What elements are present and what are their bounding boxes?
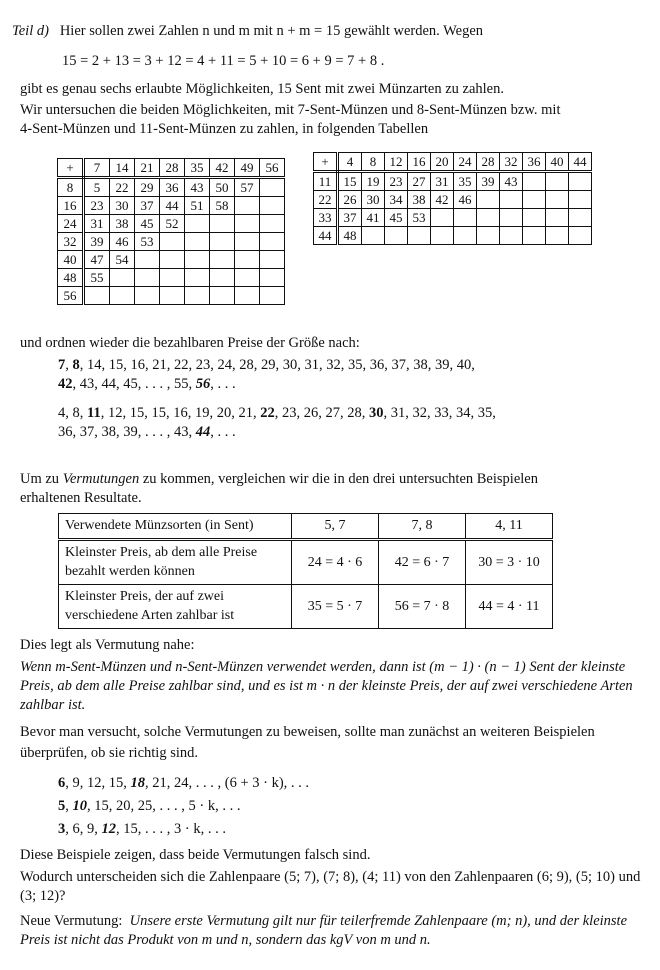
grid-cell: 51 — [185, 197, 210, 215]
grid-cell — [210, 251, 235, 269]
grid-cell — [260, 233, 285, 251]
ex-text: , 21, 24, . . . , (6 + 3 · k), . . . — [145, 775, 310, 791]
both-false: Diese Beispiele zeigen, dass beide Vermutungen falsch sind. — [20, 847, 371, 863]
grid-cell — [500, 227, 523, 245]
grid-cell: 45 — [385, 209, 408, 227]
grid-cell — [500, 191, 523, 209]
conjecture-intro-1 — [20, 470, 538, 489]
example-5-10 — [58, 797, 240, 816]
list2-sep: , — [79, 405, 87, 421]
grid-col-header: 35 — [185, 159, 210, 178]
grid-cell — [260, 269, 285, 287]
grid-col-header: 36 — [523, 153, 546, 172]
list1-bold: 7 — [58, 357, 66, 373]
list2-bold-italic: 44 — [195, 424, 211, 441]
grid-cell — [110, 287, 135, 305]
results-cell: 56 = 7 · 8 — [379, 585, 466, 629]
ex-bold-italic: 12 — [101, 821, 116, 837]
price-list-7-8: 7, 8, 14, 15, 16, 21, 22, 23, 24, 28, 29, 30, 31, 32, 35, 36, 37, 38, 39, 40, 42, 43, 44, 45, . . . , 55, 56, . . . — [58, 357, 475, 393]
list1-text: , 43, 44, 45, . . . , 55, — [72, 376, 193, 393]
ex-text: , 6, 9, — [65, 821, 102, 837]
grid-row-header: 32 — [58, 233, 84, 251]
grid-cell: 39 — [84, 233, 110, 251]
investigate-line-2: 4-Sent-Münzen und 11-Sent-Münzen zu zahlen, in folgenden Tabellen — [20, 121, 429, 137]
list2-text: 36, 37, 38, 39, . . . , 43, — [58, 424, 196, 441]
grid-cell: 23 — [385, 172, 408, 191]
grid-cell — [408, 227, 431, 245]
grid-cell — [477, 191, 500, 209]
intro-line — [12, 22, 483, 41]
grid-cell — [569, 191, 592, 209]
grid-cell: 15 — [338, 172, 362, 191]
results-header-cell: 5, 7 — [292, 514, 379, 540]
suggests-line: Dies legt als Vermutung nahe: — [20, 637, 195, 653]
grid-cell — [546, 227, 569, 245]
grid-cell — [454, 209, 477, 227]
grid-row — [58, 197, 285, 215]
grid-row-header: 8 — [58, 178, 84, 197]
grid-cell — [110, 269, 135, 287]
results-header-cell: 7, 8 — [379, 514, 466, 540]
grid-col-header: 49 — [235, 159, 260, 178]
grid-cell — [210, 269, 235, 287]
conjecture-intro-2: erhaltenen Resultate. — [20, 490, 142, 506]
grid-row — [58, 233, 285, 251]
grid-cell — [210, 233, 235, 251]
results-row — [59, 540, 553, 585]
grid-cell: 38 — [110, 215, 135, 233]
grid-row-header: 24 — [58, 215, 84, 233]
grid-cell: 54 — [110, 251, 135, 269]
before-prove: Bevor man versucht, solche Vermutungen zu beweisen, sollte man zunächst an weiteren Beispielen überprüfen, ob sie richtig sind. — [20, 724, 595, 762]
grid-cell: 35 — [454, 172, 477, 191]
grid-cell — [160, 287, 185, 305]
ex-bold-italic: 18 — [130, 775, 145, 791]
decomposition-equation: 15 = 2 + 13 = 3 + 12 = 4 + 11 = 5 + 10 = 6 + 9 = 7 + 8 . — [62, 53, 385, 69]
six-possibilities: gibt es genau sechs erlaubte Möglichkeiten, 15 Sent mit zwei Münzarten zu zahlen. — [20, 81, 504, 97]
grid-cell — [185, 269, 210, 287]
grid-row — [58, 251, 285, 269]
grid-cell — [454, 227, 477, 245]
grid-col-header: 28 — [477, 153, 500, 172]
sum-table-7-8 — [57, 158, 285, 305]
grid-cell — [546, 191, 569, 209]
list2-text: , . . . — [210, 424, 236, 441]
grid-cell — [500, 209, 523, 227]
grid-col-header: 20 — [431, 153, 454, 172]
grid-cell — [260, 215, 285, 233]
grid-col-header: 21 — [135, 159, 160, 178]
grid-col-header: 12 — [385, 153, 408, 172]
grid-cell: 53 — [408, 209, 431, 227]
grid-cell — [431, 227, 454, 245]
grid-cell: 58 — [210, 197, 235, 215]
grid-col-header: 40 — [546, 153, 569, 172]
new-conjecture-label: Neue Vermutung: — [20, 913, 123, 929]
ex-bold-italic: 10 — [72, 798, 87, 814]
grid-cell: 27 — [408, 172, 431, 191]
list1-bold: 42 — [58, 376, 73, 393]
grid-cell — [185, 287, 210, 305]
grid-cell: 19 — [362, 172, 385, 191]
grid-cell — [235, 251, 260, 269]
grid-cell — [523, 191, 546, 209]
grid-cell — [235, 269, 260, 287]
list1-bold-italic: 56 — [195, 376, 211, 393]
grid-cell — [160, 269, 185, 287]
grid-cell — [362, 227, 385, 245]
grid-col-header: 16 — [408, 153, 431, 172]
grid-row-header: 40 — [58, 251, 84, 269]
grid-cell: 55 — [84, 269, 110, 287]
grid-cell — [523, 227, 546, 245]
list2-bold: 30 — [368, 405, 384, 421]
grid-cell: 22 — [110, 178, 135, 197]
grid-cell: 38 — [408, 191, 431, 209]
grid-cell — [235, 215, 260, 233]
grid-cell — [260, 251, 285, 269]
grid-row-header: 16 — [58, 197, 84, 215]
grid-row — [314, 172, 592, 191]
grid-cell: 23 — [84, 197, 110, 215]
grid-corner: + — [314, 153, 338, 172]
results-header-row — [59, 514, 553, 540]
grid-cell — [546, 209, 569, 227]
grid-row — [58, 178, 285, 197]
grid-cell — [431, 209, 454, 227]
grid-cell: 43 — [185, 178, 210, 197]
grid-cell — [385, 227, 408, 245]
ex-bold: 3 — [58, 821, 66, 837]
list2-text: , 23, 26, 27, 28, — [274, 405, 369, 421]
results-cell: 44 = 4 · 11 — [466, 585, 553, 629]
grid-cell: 31 — [84, 215, 110, 233]
grid-cell: 41 — [362, 209, 385, 227]
grid-col-header: 14 — [110, 159, 135, 178]
grid-col-header: 44 — [569, 153, 592, 172]
results-cell: 42 = 6 · 7 — [379, 540, 466, 585]
grid-cell: 57 — [235, 178, 260, 197]
grid-cell: 46 — [454, 191, 477, 209]
list2-bold: 11 — [87, 405, 101, 421]
ex-text: , 15, 20, 25, . . . , 5 · k, . . . — [87, 798, 241, 814]
grid-cell — [569, 209, 592, 227]
grid-cell: 43 — [500, 172, 523, 191]
intro-text: Hier sollen zwei Zahlen n und m mit n + m = 15 gewählt werden. Wegen — [59, 23, 484, 39]
grid-row — [314, 227, 592, 245]
grid-cell: 50 — [210, 178, 235, 197]
grid-cell — [569, 172, 592, 191]
ex-text: , 9, 12, 15, — [65, 775, 131, 791]
grid-cell: 37 — [135, 197, 160, 215]
grid-cell — [523, 209, 546, 227]
grid-cell — [260, 197, 285, 215]
grid-cell: 37 — [338, 209, 362, 227]
new-conjecture — [20, 912, 642, 950]
grid-cell: 34 — [385, 191, 408, 209]
grid-cell — [185, 251, 210, 269]
results-header-cell: 4, 11 — [466, 514, 553, 540]
new-conjecture-text: Unsere erste Vermutung gilt nur für teilerfremde Zahlenpaare (m; n), und der kleinste Preis ist nicht das Produkt von m und n, sondern das kgV von m und n. — [20, 913, 628, 949]
grid-cell: 47 — [84, 251, 110, 269]
grid-cell — [135, 251, 160, 269]
grid-cell: 5 — [84, 178, 110, 197]
grid-row — [58, 269, 285, 287]
grid-cell — [235, 197, 260, 215]
results-row-label: Kleinster Preis, der auf zwei verschiedene Arten zahlbar ist — [59, 585, 292, 629]
grid-col-header: 4 — [338, 153, 362, 172]
results-cell: 24 = 4 · 6 — [292, 540, 379, 585]
grid-header-row — [314, 153, 592, 172]
grid-col-header: 7 — [84, 159, 110, 178]
grid-cell: 31 — [431, 172, 454, 191]
grid-cell: 26 — [338, 191, 362, 209]
question: Wodurch unterscheiden sich die Zahlenpaare (5; 7), (7; 8), (4; 11) von den Zahlenpaaren (6; 9), (5; 10) und (3; 12)? — [20, 869, 641, 905]
grid-cell — [477, 227, 500, 245]
grid-cell — [160, 251, 185, 269]
grid-cell — [210, 215, 235, 233]
list2-text: 4 — [58, 405, 66, 421]
grid-cell — [135, 287, 160, 305]
grid-cell: 52 — [160, 215, 185, 233]
results-table — [58, 513, 553, 629]
grid-col-header: 8 — [362, 153, 385, 172]
list2-sep: , — [65, 405, 73, 421]
grid-row-header: 48 — [58, 269, 84, 287]
grid-cell — [477, 209, 500, 227]
results-row — [59, 585, 553, 629]
grid-cell — [210, 287, 235, 305]
grid-cell — [185, 215, 210, 233]
ex-bold: 5 — [58, 798, 66, 814]
grid-cell — [84, 287, 110, 305]
grid-cell — [185, 233, 210, 251]
investigate-line-1: Wir untersuchen die beiden Möglichkeiten, mit 7-Sent-Münzen und 8-Sent-Münzen bzw. mit — [20, 102, 561, 118]
grid-row — [314, 209, 592, 227]
list1-text: , . . . — [210, 376, 236, 393]
list2-text: , 12, 15, 15, 16, 19, 20, 21, — [100, 405, 261, 421]
grid-col-header: 42 — [210, 159, 235, 178]
grid-cell: 29 — [135, 178, 160, 197]
order-intro: und ordnen wieder die bezahlbaren Preise der Größe nach: — [20, 335, 360, 351]
part-label: Teil d) — [12, 23, 49, 39]
ex-sep: , — [65, 798, 73, 814]
grid-row-header: 44 — [314, 227, 338, 245]
grid-cell: 30 — [110, 197, 135, 215]
results-header-cell: Verwendete Münzsorten (in Sent) — [59, 514, 292, 540]
sum-table-4-11 — [313, 152, 592, 245]
grid-cell: 45 — [135, 215, 160, 233]
grid-cell: 48 — [338, 227, 362, 245]
grid-row — [58, 215, 285, 233]
grid-cell — [260, 287, 285, 305]
grid-cell — [235, 287, 260, 305]
grid-cell — [523, 172, 546, 191]
conj-intro-post: zu kommen, vergleichen wir die in den drei untersuchten Beispielen — [139, 471, 538, 487]
grid-cell — [260, 178, 285, 197]
price-list-4-11 — [58, 404, 496, 442]
list2-text: 8 — [72, 405, 80, 421]
ex-bold: 6 — [58, 775, 66, 791]
grid-cell: 36 — [160, 178, 185, 197]
list2-text: , 31, 32, 33, 34, 35, — [383, 405, 496, 421]
grid-cell — [135, 269, 160, 287]
grid-cell: 42 — [431, 191, 454, 209]
grid-col-header: 32 — [500, 153, 523, 172]
grid-row-header: 33 — [314, 209, 338, 227]
grid-cell — [160, 233, 185, 251]
results-cell: 30 = 3 · 10 — [466, 540, 553, 585]
grid-corner: + — [58, 159, 84, 178]
grid-cell: 30 — [362, 191, 385, 209]
grid-cell: 53 — [135, 233, 160, 251]
grid-cell — [235, 233, 260, 251]
first-conjecture: Wenn m-Sent-Münzen und n-Sent-Münzen verwendet werden, dann ist (m − 1) · (n − 1) Sent der kleinste Preis, ab dem alle Preise zahlbar sind, und es ist m · n der kleinste Preis, der auf zwei verschiedene Arten zahlbar ist. — [20, 659, 633, 713]
example-3-12 — [58, 820, 226, 839]
grid-row — [314, 191, 592, 209]
grid-col-header: 24 — [454, 153, 477, 172]
list1-text: , 14, 15, 16, 21, 22, 23, 24, 28, 29, 30, 31, 32, 35, 36, 37, 38, 39, 40, — [79, 357, 475, 373]
grid-cell — [569, 227, 592, 245]
results-cell: 35 = 5 · 7 — [292, 585, 379, 629]
grid-cell: 44 — [160, 197, 185, 215]
grid-cell — [546, 172, 569, 191]
ex-text: , 15, . . . , 3 · k, . . . — [116, 821, 226, 837]
grid-cell: 39 — [477, 172, 500, 191]
grid-col-header: 56 — [260, 159, 285, 178]
grid-row-header: 11 — [314, 172, 338, 191]
list1-bold: 8 — [72, 357, 80, 373]
results-row-label: Kleinster Preis, ab dem alle Preise bezahlt werden können — [59, 540, 292, 585]
list2-bold: 22 — [260, 405, 275, 421]
conj-intro-word: Vermutungen — [62, 471, 140, 487]
grid-row — [58, 287, 285, 305]
grid-col-header: 28 — [160, 159, 185, 178]
grid-row-header: 22 — [314, 191, 338, 209]
grid-cell: 46 — [110, 233, 135, 251]
grid-row-header: 56 — [58, 287, 84, 305]
example-6-9 — [58, 774, 309, 793]
conj-intro-pre: Um zu — [20, 471, 63, 487]
grid-header-row — [58, 159, 285, 178]
